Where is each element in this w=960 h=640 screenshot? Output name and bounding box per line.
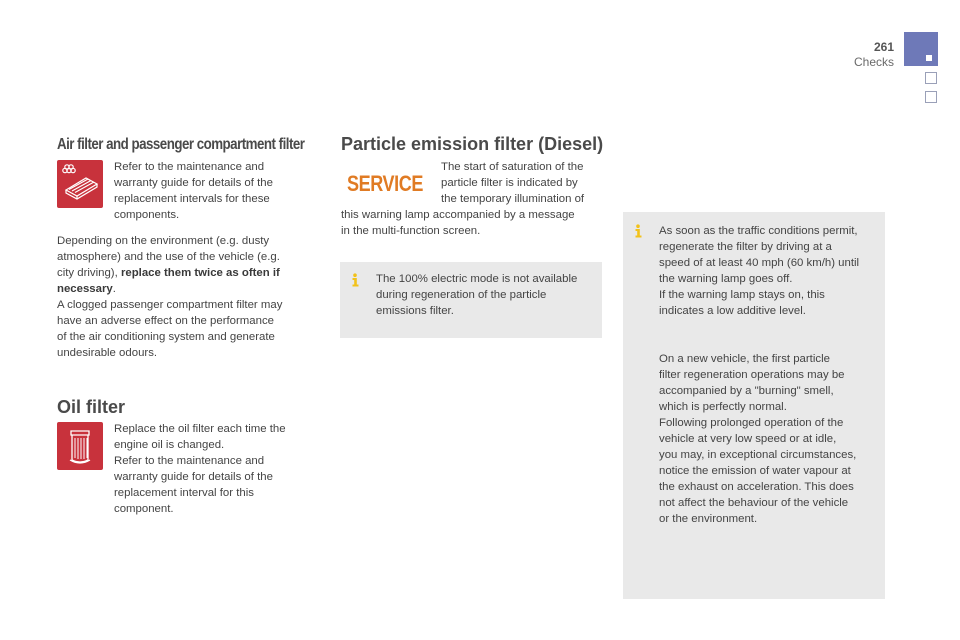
- section-title: Checks: [853, 55, 894, 69]
- oil-filter-icon: [57, 422, 103, 470]
- service-warning-lamp: SERVICE: [347, 171, 424, 196]
- section-tab-active[interactable]: [904, 32, 938, 66]
- air-filter-intro: Refer to the maintenance and warranty guide for details of the replacement intervals for these components.: [114, 161, 273, 221]
- info-icon: [349, 273, 361, 292]
- oil-filter-text: Replace the oil filter each time the engine oil is changed. Refer to the maintenance and warranty guide for details of the replacement interval for this component.: [114, 423, 286, 515]
- section-tab-marker: [926, 55, 932, 61]
- info-note-regeneration-para1: As soon as the traffic conditions permit, regenerate the filter by driving at a speed of at least 40 mph (60 km/h) until the warning lamp goes off. If the warning lamp stays on, this indicates a low additive level.: [659, 225, 860, 317]
- air-filter-heading: Air filter and passenger compartment filter: [57, 136, 305, 153]
- section-tab[interactable]: [925, 72, 937, 84]
- cabin-filter-icon: [57, 160, 103, 208]
- info-icon: [632, 224, 644, 243]
- cabin-filter-icon: [57, 160, 103, 208]
- particle-filter-text-wide: this warning lamp accompanied by a message in the multi-function screen.: [341, 209, 575, 237]
- info-icon: [632, 224, 644, 238]
- oil-filter-heading: Oil filter: [57, 397, 126, 417]
- info-note-regeneration-para2: On a new vehicle, the first particle filter regeneration operations may be accompanied by a "burning" smell, which is perfectly normal. Following prolonged operation of the vehicle at very low speed or at idle, you may, in exceptional circumstances, notice the emission of water vapour at the exhaust on acceleration. This does not affect the behaviour of the vehicle or the environment.: [659, 353, 857, 525]
- info-icon: [349, 273, 361, 287]
- section-tab[interactable]: [925, 91, 937, 103]
- particle-filter-heading: Particle emission filter (Diesel): [341, 134, 604, 154]
- info-note-electric-mode-text: The 100% electric mode is not available during regeneration of the particle emissions filter.: [376, 273, 578, 317]
- oil-filter-icon: [57, 422, 103, 470]
- air-filter-body: Depending on the environment (e.g. dusty atmosphere) and the use of the vehicle (e.g. city driving), replace them twice as often if necessary. A clogged passenger compartment filter may have an adverse effect on the performance of the air conditioning system and generate undesirable odours.: [57, 235, 283, 359]
- particle-filter-text-narrow: The start of saturation of the particle filter is indicated by the temporary illumination of: [441, 161, 585, 205]
- page-number: 261: [873, 40, 894, 54]
